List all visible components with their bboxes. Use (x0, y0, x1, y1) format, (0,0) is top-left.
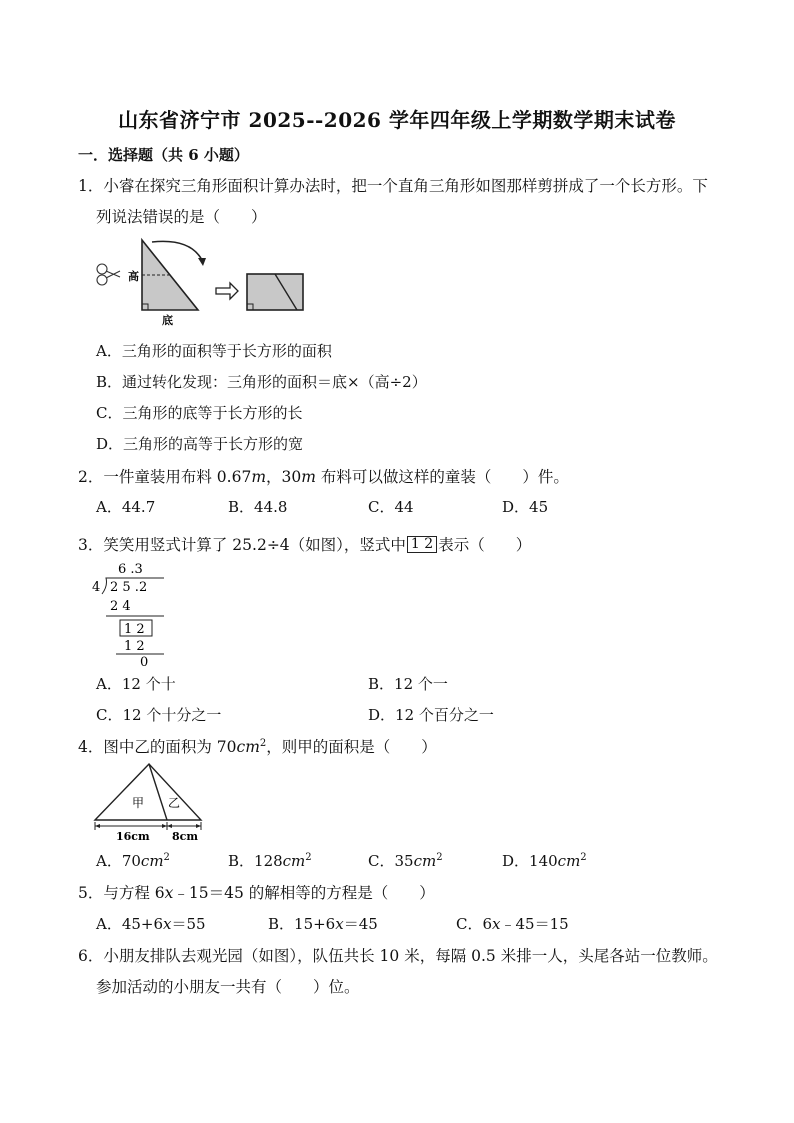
q3-option-d[interactable]: D．12 个百分之一 (368, 706, 494, 724)
big-triangle (95, 764, 201, 820)
q5-option-a[interactable]: A．45+6x＝55 (96, 915, 206, 933)
quotient: 6 .3 (118, 562, 143, 577)
q3-option-c[interactable]: C．12 个十分之一 (96, 706, 222, 724)
question-5: 5．与方程 6x﹣15＝45 的解相等的方程是（ ） (78, 884, 435, 902)
question-number: 6． (78, 947, 104, 965)
question-1-continued: 列说法错误的是（ ） (96, 208, 267, 226)
q1-option-a[interactable]: A．三角形的面积等于长方形的面积 (96, 342, 332, 360)
q4-option-d[interactable]: D．$140cm^2$ (502, 852, 587, 870)
question-3: 3．笑笑用竖式计算了 25.2÷4（如图），竖式中 1 2 表示（ ） (78, 536, 532, 554)
q2-option-d[interactable]: D．45 (502, 498, 549, 516)
label-jia: 甲 (132, 796, 145, 810)
q5-option-c[interactable]: C．6x﹣45＝15 (456, 915, 569, 933)
step-3: 1 2 (124, 639, 145, 654)
result-rectangle (247, 274, 303, 310)
height-label: 高 (128, 270, 139, 283)
label-yi: 乙 (168, 796, 181, 810)
remainder: 0 (140, 655, 149, 668)
q3-option-b[interactable]: B．12 个一 (368, 675, 448, 693)
step-2: 1 2 (124, 622, 145, 637)
q1-option-b[interactable]: B．通过转化发现：三角形的面积＝底×（高÷2） (96, 373, 427, 391)
question-text: 小睿在探究三角形面积计算办法时，把一个直角三角形如图那样剪拼成了一个长方形。下 (103, 177, 708, 195)
question-number: 2． (78, 468, 104, 486)
q1-option-d[interactable]: D．三角形的高等于长方形的宽 (96, 435, 304, 453)
q4-option-c[interactable]: C．$35cm^2$ (368, 852, 443, 870)
rotate-arrow-head (198, 258, 206, 266)
q2-option-b[interactable]: B．44.8 (228, 498, 288, 516)
base-label: 底 (162, 314, 173, 327)
question-4: 4．图中乙的面积为 $70cm^2$，则甲的面积是（ ） (78, 737, 437, 756)
question-2: 2．一件童装用布料 0.67m，30m 布料可以做这样的童装（ ）件。 (78, 468, 569, 486)
dim-16cm: 16cm (116, 830, 150, 843)
question-number: 4． (78, 738, 104, 756)
step-1: 2 4 (110, 599, 131, 614)
dividend: 2 5 .2 (110, 580, 148, 595)
q1-option-c[interactable]: C．三角形的底等于长方形的长 (96, 404, 303, 422)
transform-arrow-icon (216, 283, 238, 299)
q4-figure (90, 760, 210, 844)
q4-option-a[interactable]: A．$70cm^2$ (96, 852, 170, 870)
section-heading: 一．选择题（共 6 小题） (78, 146, 249, 164)
q2-option-a[interactable]: A．44.7 (96, 498, 156, 516)
scissors-icon (97, 264, 120, 285)
question-number: 5． (78, 884, 104, 902)
q3-option-a[interactable]: A．12 个十 (96, 675, 176, 693)
divider-line (149, 764, 167, 820)
question-6 (78, 944, 718, 966)
divisor: 4 (92, 580, 101, 595)
page-title: 山东省济宁市 2025--2026 学年四年级上学期数学期末试卷 (118, 108, 676, 132)
question-6-continued: 参加活动的小朋友一共有（ ）位。 (96, 978, 360, 996)
q2-option-c[interactable]: C．44 (368, 498, 414, 516)
question-1 (78, 174, 708, 196)
question-text: 小朋友排队去观光园（如图），队伍共长 10 米，每隔 0.5 米排一人，头尾各站一位教师。 (103, 947, 718, 965)
q1-figure (92, 236, 332, 328)
question-number: 3． (78, 536, 104, 554)
question-number: 1． (78, 177, 104, 195)
dim-8cm: 8cm (172, 830, 198, 843)
q5-option-b[interactable]: B．15+6x＝45 (268, 915, 378, 933)
q4-option-b[interactable]: B．$128cm^2$ (228, 852, 312, 870)
boxed-digits: 1 2 (407, 536, 437, 553)
rotate-arrow (152, 241, 202, 260)
long-division-figure (86, 558, 176, 668)
